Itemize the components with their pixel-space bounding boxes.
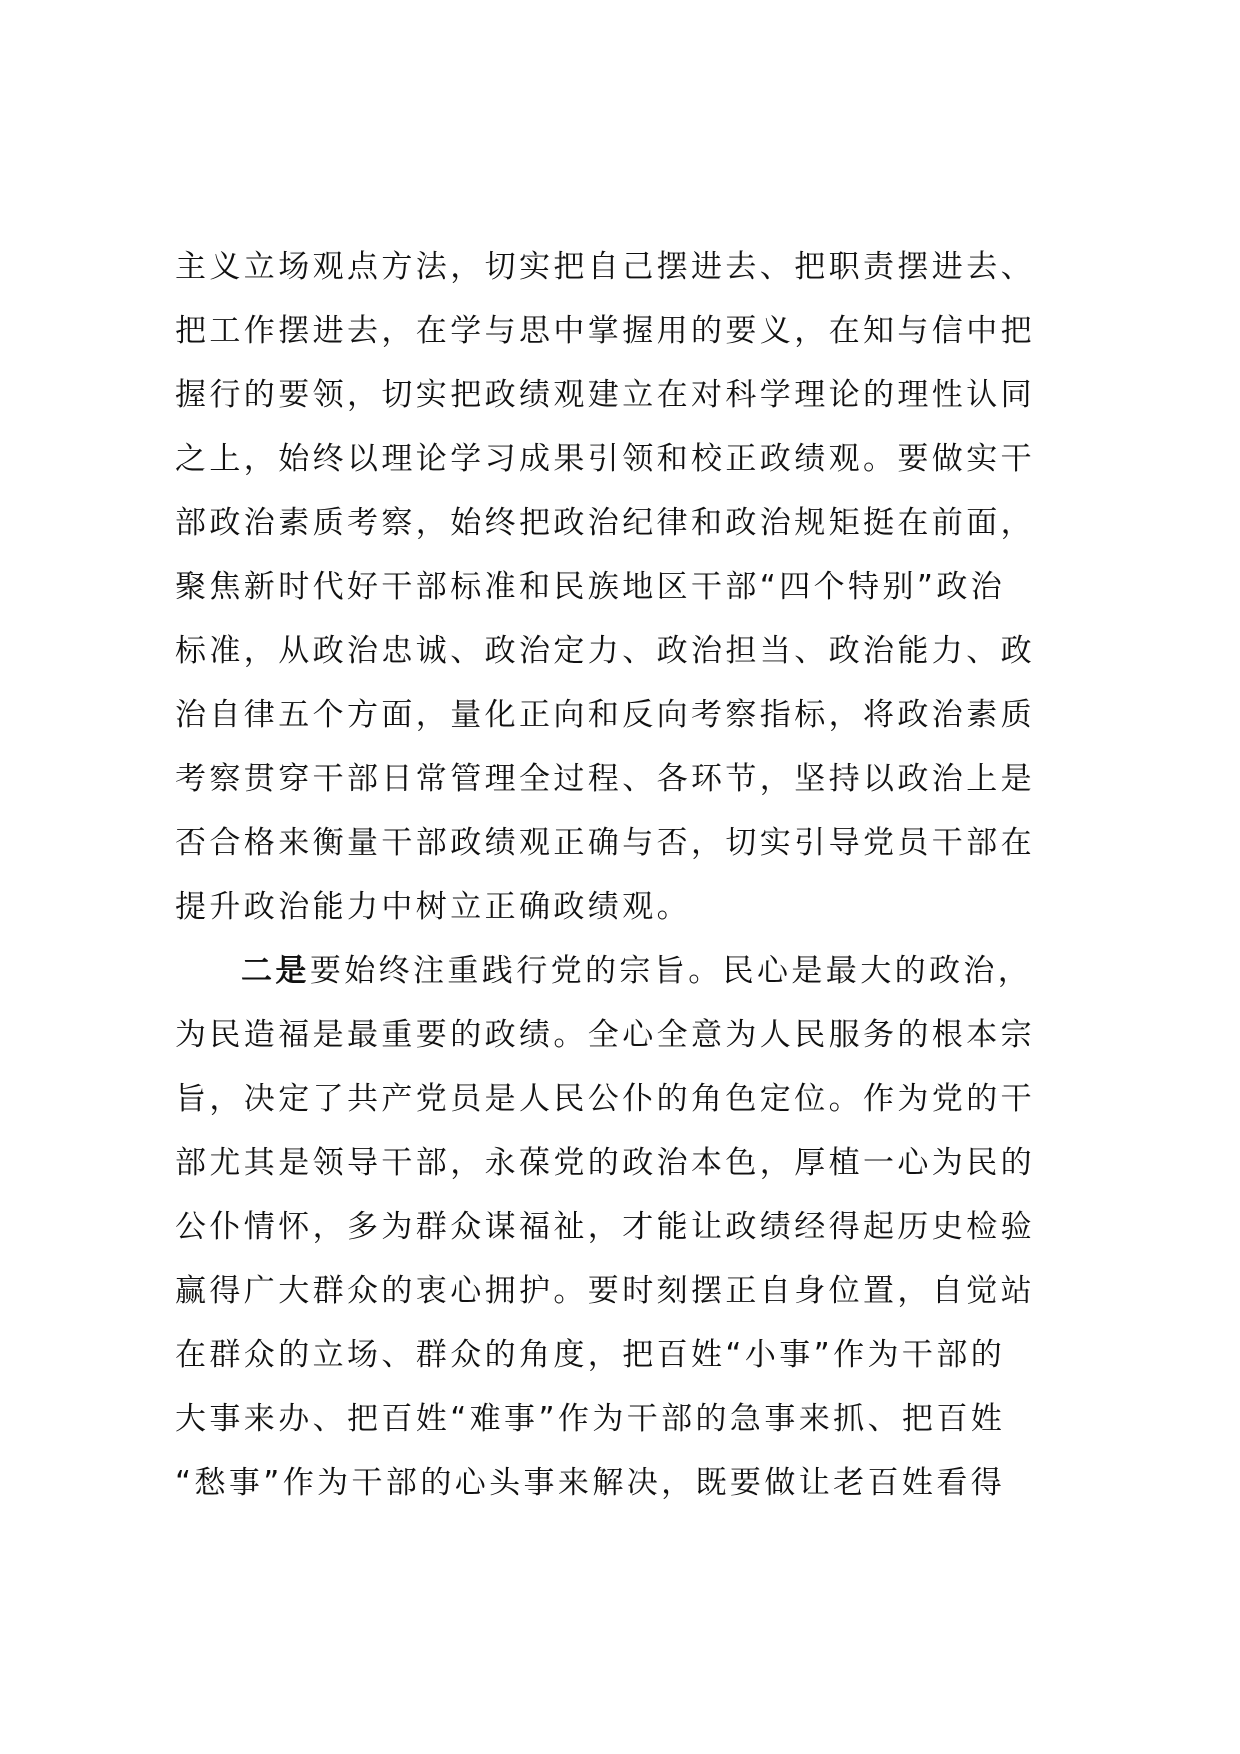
text-line: 赢得广大群众的衷心拥护。要时刻摆正自身位置，自觉站 [175,1273,1035,1309]
text-line: 公仆情怀，多为群众谋福祉，才能让政绩经得起历史检验 [175,1209,1035,1245]
paragraph-lead: 二是 [241,953,310,989]
body-text [175,235,1075,1515]
text-line: 部尤其是领导干部，永葆党的政治本色，厚植一心为民的 [175,1145,1035,1181]
text-line: 为民造福是最重要的政绩。全心全意为人民服务的根本宗 [175,1017,1035,1053]
text-line: 主义立场观点方法，切实把自己摆进去、把职责摆进去、 [175,249,1035,285]
text-line: 旨，决定了共产党员是人民公仆的角色定位。作为党的干 [175,1081,1035,1117]
text-line: 考察贯穿干部日常管理全过程、各环节，坚持以政治上是 [175,761,1035,797]
text-line: 治自律五个方面，量化正向和反向考察指标，将政治素质 [175,697,1035,733]
paragraph-2 [175,939,1075,1515]
text-line: “愁事”作为干部的心头事来解决，既要做让老百姓看得 [175,1465,1006,1501]
paragraph-first-line-text: 要始终注重践行党的宗旨。民心是最大的政治， [309,953,1033,989]
text-line: 部政治素质考察，始终把政治纪律和政治规矩挺在前面， [175,505,1035,541]
text-line: 大事来办、把百姓“难事”作为干部的急事来抓、把百姓 [175,1401,1006,1437]
text-line: 握行的要领，切实把政绩观建立在对科学理论的理性认同 [175,377,1035,413]
text-line: 在群众的立场、群众的角度，把百姓“小事”作为干部的 [175,1337,1006,1373]
paragraph-1 [175,235,1075,939]
text-line: 提升政治能力中树立正确政绩观。 [175,889,691,925]
text-line: 聚焦新时代好干部标准和民族地区干部“四个特别”政治 [175,569,1006,605]
text-line: 把工作摆进去，在学与思中掌握用的要义，在知与信中把 [175,313,1035,349]
text-line: 标准，从政治忠诚、政治定力、政治担当、政治能力、政 [175,633,1035,669]
text-line: 否合格来衡量干部政绩观正确与否，切实引导党员干部在 [175,825,1035,861]
paragraph-first-line [175,939,1075,1003]
text-line: 之上，始终以理论学习成果引领和校正政绩观。要做实干 [175,441,1035,477]
